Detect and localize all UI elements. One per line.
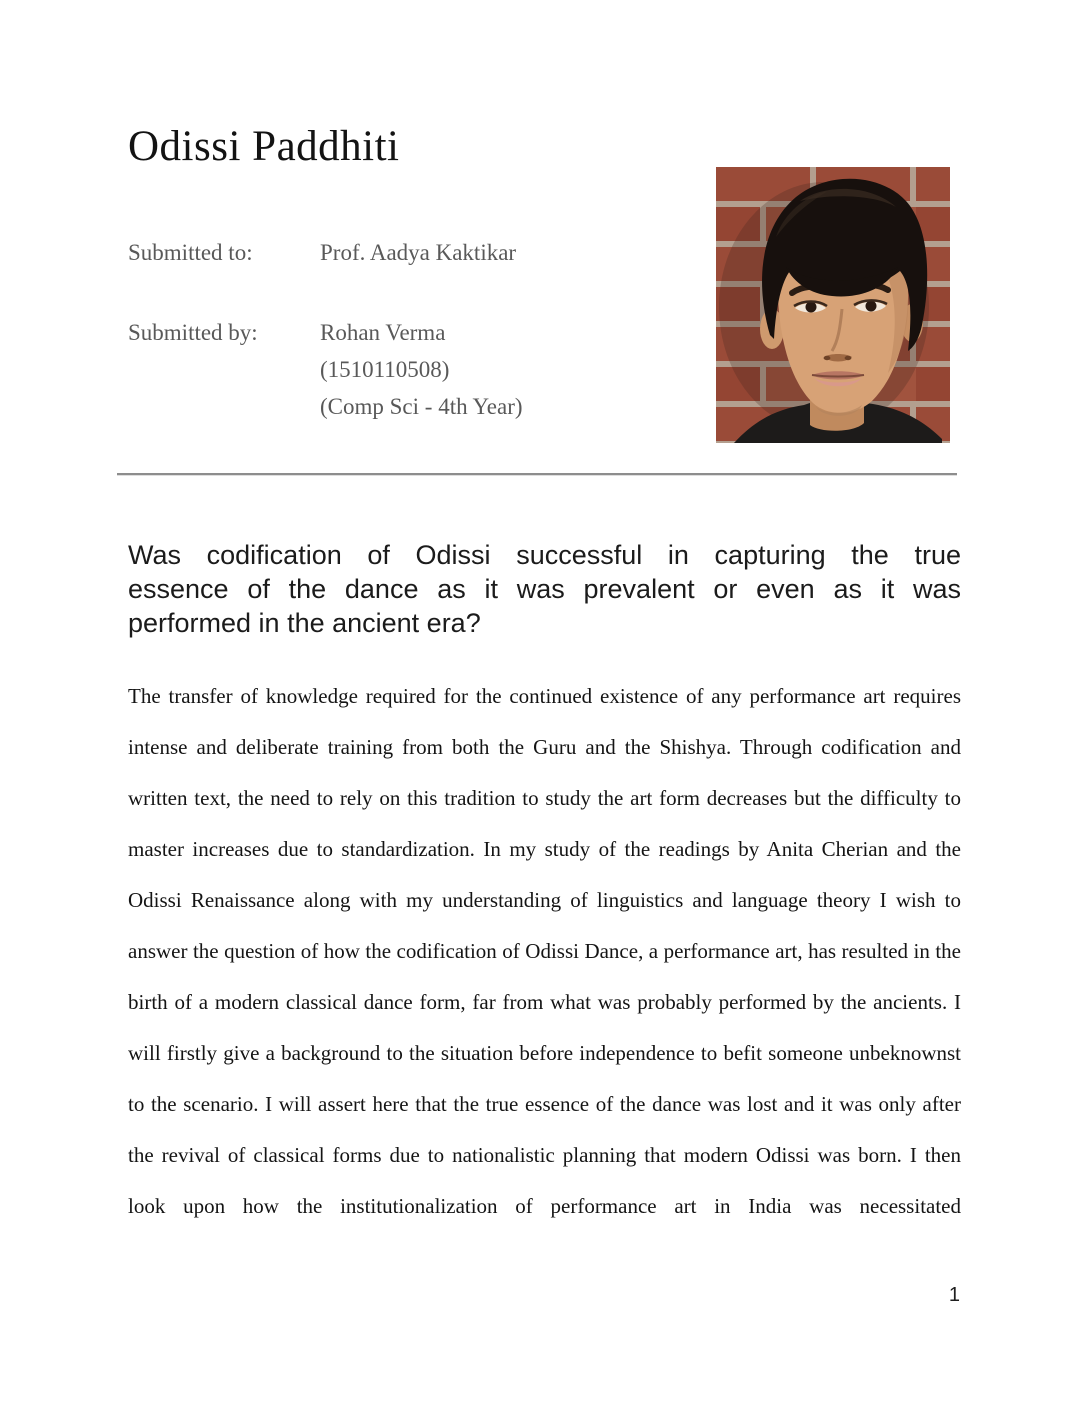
submitted-by-label: Submitted by:: [128, 320, 258, 345]
heading-line: performed in the ancient era?: [128, 608, 481, 638]
submitted-to-value: Prof. Aadya Kaktikar: [320, 240, 517, 265]
submitted-to-row: [128, 234, 688, 271]
submitted-by-row: [128, 314, 688, 425]
portrait-illustration: [716, 167, 950, 443]
heading-line: essence of the dance as it was prevalent or even as it was: [128, 574, 961, 604]
section-heading: [128, 538, 961, 640]
horizontal-divider: [117, 473, 957, 476]
page-title: Odissi Paddhiti: [128, 123, 400, 170]
heading-line: Was codification of Odissi successful in capturing the true: [128, 540, 961, 570]
submitted-by-program: (Comp Sci - 4th Year): [320, 394, 523, 419]
student-portrait-photo: [716, 167, 950, 443]
submitted-by-name: Rohan Verma: [320, 320, 446, 345]
submitted-by-id: (1510110508): [320, 357, 450, 382]
submitted-to-label: Submitted to:: [128, 240, 253, 265]
body-paragraph: The transfer of knowledge required for the continued existence of any performance art requires intense and deliberate training from both the Guru and the Shishya. Through codification and written text, the need to rely on this tradition to study the art form decreases but the difficulty to master increases due to standardization. In my study of the readings by Anita Cherian and the Odissi Renaissance along with my understanding of linguistics and language theory I wish to answer the question of how the codification of Odissi Dance, a performance art, has resulted in the birth of a modern classical dance form, far from what was probably performed by the ancients. I will firstly give a background to the situation before independence to befit someone unbeknownst to the scenario. I will assert here that the true essence of the dance was lost and it was only after the revival of classical forms due to nationalistic planning that modern Odissi was born. I then look upon how the institutionalization of performance art in India was necessitated: [128, 684, 961, 1218]
submitted-by-value: [320, 314, 523, 425]
page-number: 1: [948, 1284, 960, 1306]
